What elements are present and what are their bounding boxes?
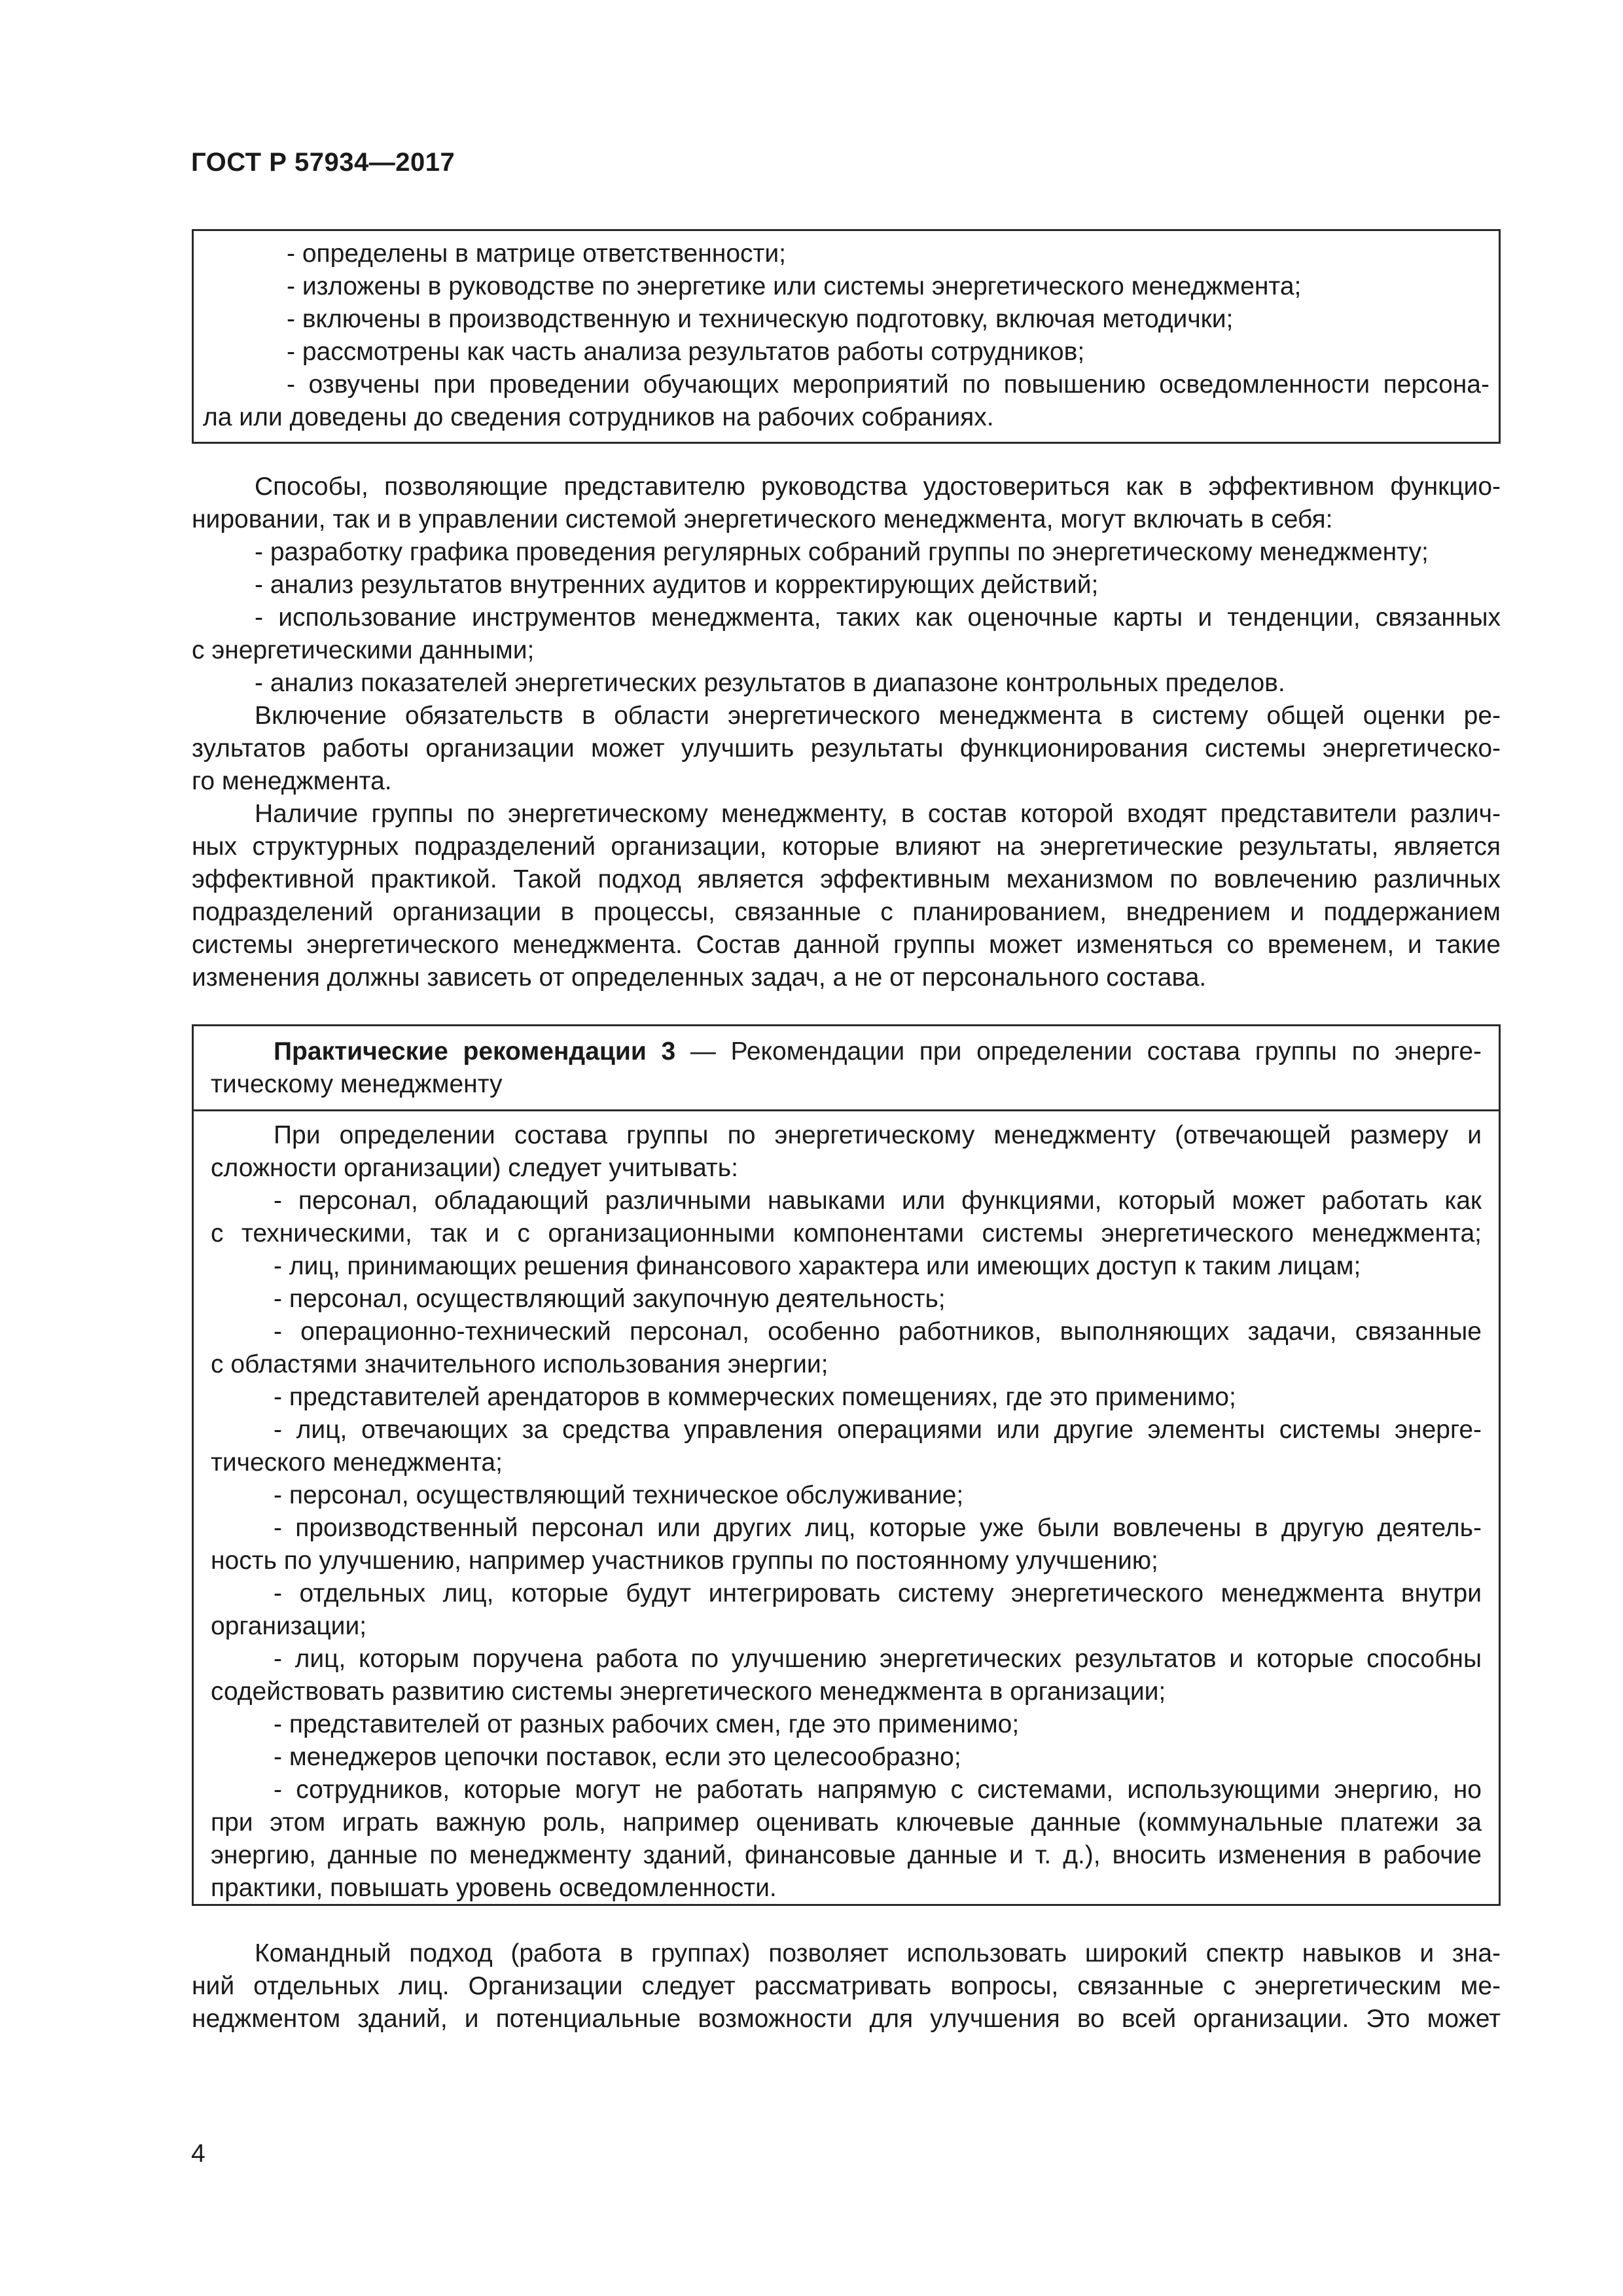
rec-line: тического менеджмента; [211, 1448, 503, 1477]
rec-line: практики, повышать уровень осведомленности. [211, 1874, 777, 1902]
paragraph-line: системы энергетического менеджмента. Состав данной группы может изменяться со временем, и такие [192, 931, 1501, 959]
rec-line: - менеджеров цепочки поставок, если это целесообразно; [274, 1743, 961, 1771]
paragraph-line: - разработку графика проведения регулярных собраний группы по энергетическому менеджменту; [255, 538, 1429, 566]
rec-line: ность по улучшению, например участников группы по постоянному улучшению; [211, 1547, 1158, 1575]
rec-line: При определении состава группы по энергетическому менеджменту (отвечающей размеру и [274, 1121, 1482, 1149]
rec-line: - персонал, осуществляющий техническое обслуживание; [274, 1481, 964, 1509]
paragraph-line: - анализ показателей энергетических результатов в диапазоне контрольных пределов. [255, 669, 1285, 697]
rec-line: - представителей от разных рабочих смен, где это применимо; [274, 1710, 1020, 1738]
paragraph-line: Способы, позволяющие представителю руководства удостовериться как в эффективном функцио- [255, 473, 1501, 501]
rec-line: с техническими, так и с организационными компонентами системы энергетического менеджмента; [211, 1219, 1482, 1247]
main-text [192, 471, 1501, 994]
title-bold: Практические рекомендации 3 [274, 1037, 676, 1066]
box1-line: - определены в матрице ответственности; [287, 240, 786, 268]
box1-line: - изложены в руководстве по энергетике или системы энергетического менеджмента; [287, 272, 1302, 300]
closing-text [192, 1937, 1501, 2036]
recommendations-box [192, 1024, 1501, 1906]
rec-line: - операционно-технический персонал, особенно работников, выполняющих задачи, связанные [274, 1318, 1482, 1346]
rec-line: с областями значительного использования энергии; [211, 1350, 829, 1378]
title-rest: — Рекомендации при определении состава группы по энерге- [675, 1037, 1482, 1066]
title-line [211, 1035, 1482, 1068]
recommendations-title [194, 1026, 1499, 1111]
paragraph-line: - использование инструментов менеджмента, таких как оценочные карты и тенденции, связанных [255, 603, 1501, 632]
document-header: ГОСТ Р 57934—2017 [191, 148, 455, 177]
paragraph-line: ных структурных подразделений организации, которые влияют на энергетические результаты, является [192, 833, 1501, 861]
paragraph-line: Наличие группы по энергетическому менеджменту, в состав которой входят представители различ- [255, 800, 1501, 828]
paragraph-line: Командный подход (работа в группах) позволяет использовать широкий спектр навыков и зна- [255, 1939, 1501, 1967]
paragraph-line: изменения должны зависеть от определенных задач, а не от персонального состава. [192, 963, 1207, 992]
paragraph-line: го менеджмента. [192, 767, 392, 795]
rec-line: - отдельных лиц, которые будут интегрировать систему энергетического менеджмента внутри [274, 1579, 1482, 1607]
paragraph-line: - анализ результатов внутренних аудитов и корректирующих действий; [255, 571, 1099, 599]
rec-line: - персонал, обладающий различными навыками или функциями, который может работать как [274, 1187, 1482, 1215]
box1-line: - включены в производственную и техническую подготовку, включая методички; [287, 305, 1234, 333]
paragraph-line: эффективной практикой. Такой подход является эффективным механизмом по вовлечению различных [192, 865, 1501, 893]
page-number: 4 [191, 2140, 205, 2168]
rec-line: содействовать развитию системы энергетического менеджмента в организации; [211, 1677, 1166, 1706]
rec-line: - сотрудников, которые могут не работать напрямую с системами, использующими энергию, но [274, 1776, 1482, 1804]
title-line: тическому менеджменту [211, 1070, 503, 1098]
responsibility-box [192, 229, 1501, 444]
box1-line: - озвучены при проведении обучающих мероприятий по повышению осведомленности персона- [287, 370, 1489, 399]
paragraph-line: нировании, так и в управлении системой энергетического менеджмента, могут включать в себя: [192, 505, 1333, 533]
rec-line: - производственный персонал или других лиц, которые уже были вовлечены в другую деятель- [274, 1514, 1482, 1542]
recommendations-body [194, 1111, 1499, 1905]
rec-line: - персонал, осуществляющий закупочную деятельность; [274, 1285, 946, 1313]
paragraph-line: неджментом зданий, и потенциальные возможности для улучшения во всей организации. Это может [192, 2005, 1501, 2033]
rec-line: - лиц, принимающих решения финансового характера или имеющих доступ к таким лицам; [274, 1252, 1361, 1280]
rec-line: сложности организации) следует учитывать: [211, 1154, 738, 1182]
paragraph-line: Включение обязательств в области энергетического менеджмента в систему общей оценки ре- [255, 702, 1501, 730]
paragraph-line: зультатов работы организации может улучшить результаты функционирования системы энергетическо- [192, 734, 1501, 762]
rec-line: - лиц, отвечающих за средства управления операциями или другие элементы системы энерге- [274, 1416, 1482, 1444]
rec-line: энергию, данные по менеджменту зданий, финансовые данные и т. д.), вносить изменения в рабочие [211, 1841, 1482, 1869]
paragraph-line: подразделений организации в процессы, связанные с планированием, внедрением и поддержанием [192, 898, 1501, 926]
box1-line: - рассмотрены как часть анализа результатов работы сотрудников; [287, 338, 1085, 366]
paragraph-line: ний отдельных лиц. Организации следует рассматривать вопросы, связанные с энергетическим ме- [192, 1972, 1501, 2000]
rec-line: - лиц, которым поручена работа по улучшению энергетических результатов и которые способны [274, 1645, 1482, 1673]
rec-line: при этом играть важную роль, например оценивать ключевые данные (коммунальные платежи за [211, 1808, 1482, 1837]
rec-line: организации; [211, 1612, 367, 1640]
box1-line: ла или доведены до сведения сотрудников на рабочих собраниях. [203, 403, 994, 431]
paragraph-line: с энергетическими данными; [192, 636, 535, 664]
rec-line: - представителей арендаторов в коммерческих помещениях, где это применимо; [274, 1383, 1236, 1411]
